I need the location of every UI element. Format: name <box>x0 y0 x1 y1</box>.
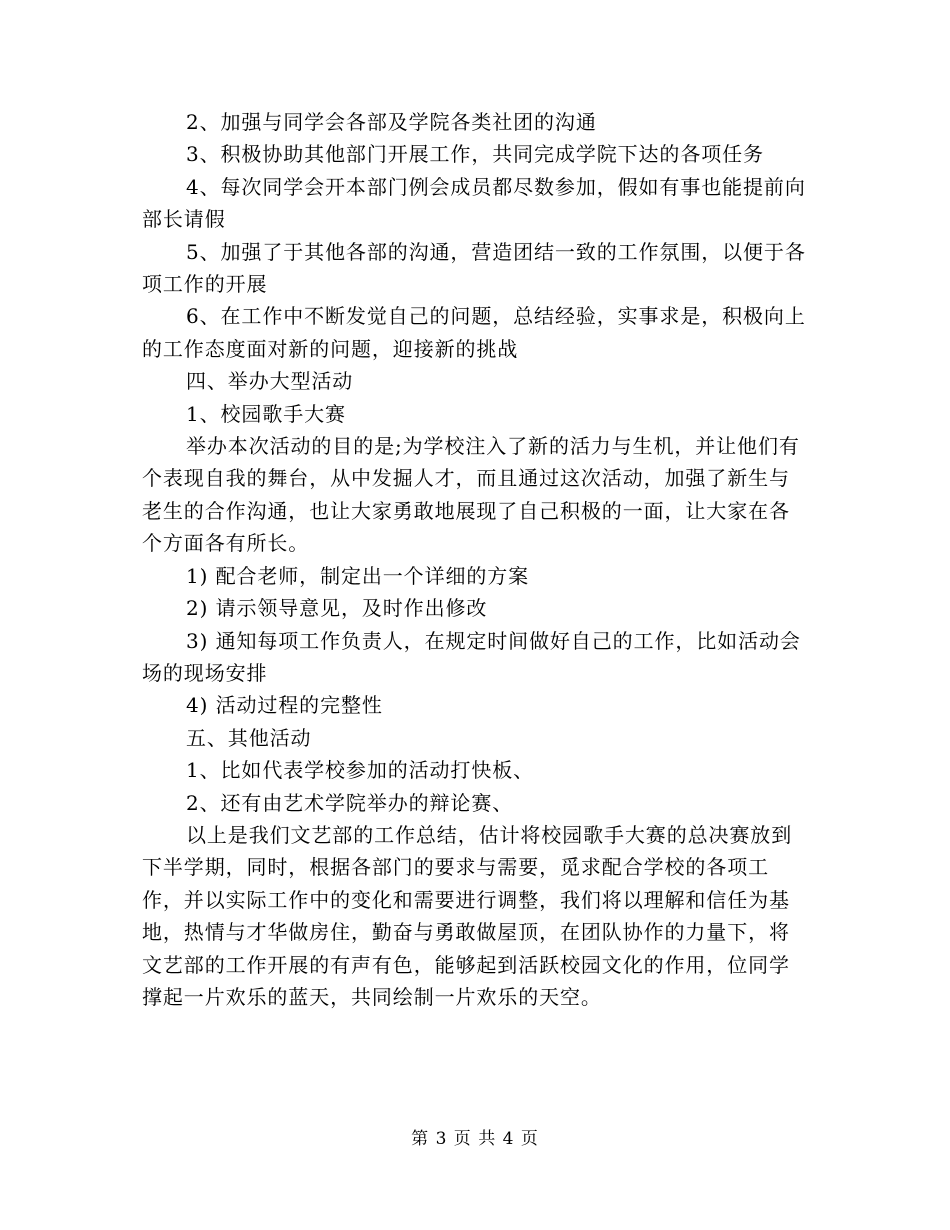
paragraph-conclusion: 以上是我们文艺部的工作总结，估计将校园歌手大赛的总决赛放到下半学期，同时，根据各部门的要求与需要，觅求配合学校的各项工作，并以实际工作中的变化和需要进行调整，我们将以理解和信任为基地，热情与才华做房住，勤奋与勇敢做屋顶，在团队协作的力量下，将文艺部的工作开展的有声有色，能够起到活跃校园文化的作用，位同学撑起一片欢乐的蓝天，共同绘制一片欢乐的天空。 <box>142 822 793 1009</box>
list-item-3: 3) 通知每项工作负责人，在规定时间做好自己的工作，比如活动会场的现场安排 <box>142 628 801 685</box>
other-activity-item-2: 2、还有由艺术学院举办的辩论赛、 <box>186 790 514 815</box>
paragraph-item-3: 3、积极协助其他部门开展工作，共同完成学院下达的各项任务 <box>186 142 764 167</box>
section-heading-5: 五、其他活动 <box>186 725 312 750</box>
document-body <box>142 106 810 1013</box>
paragraph-item-4: 4、每次同学会开本部门例会成员都尽数参加，假如有事也能提前向部长请假 <box>142 174 806 232</box>
section-heading-4: 四、举办大型活动 <box>186 369 354 394</box>
other-activity-item-1: 1、比如代表学校参加的活动打快板、 <box>186 758 535 783</box>
paragraph-item-2: 2、加强与同学会各部及学院各类社团的沟通 <box>186 110 597 134</box>
list-item-2: 2) 请示领导意见，及时作出修改 <box>186 596 488 621</box>
subsection-heading-singer-contest: 1、校园歌手大赛 <box>186 401 346 426</box>
paragraph-item-6: 6、在工作中不断发觉自己的问题，总结经验，实事求是，积极向上的工作态度面对新的问题，迎接新的挑战 <box>142 304 806 361</box>
page-number-footer: 第 3 页 共 4 页 <box>411 1129 539 1149</box>
paragraph-item-5: 5、加强了于其他各部的沟通，营造团结一致的工作氛围，以便于各项工作的开展 <box>142 239 806 297</box>
list-item-1: 1) 配合老师，制定出一个详细的方案 <box>186 563 530 588</box>
paragraph-activity-purpose: 举办本次活动的目的是;为学校注入了新的活力与生机，并让他们有个表现自我的舞台，从中发掘人才，而且通过这次活动，加强了新生与老生的合作沟通，也让大家勇敢地展现了自己积极的一面，让大家在各个方面各有所长。 <box>142 434 800 556</box>
list-item-4: 4) 活动过程的完整性 <box>186 693 383 718</box>
